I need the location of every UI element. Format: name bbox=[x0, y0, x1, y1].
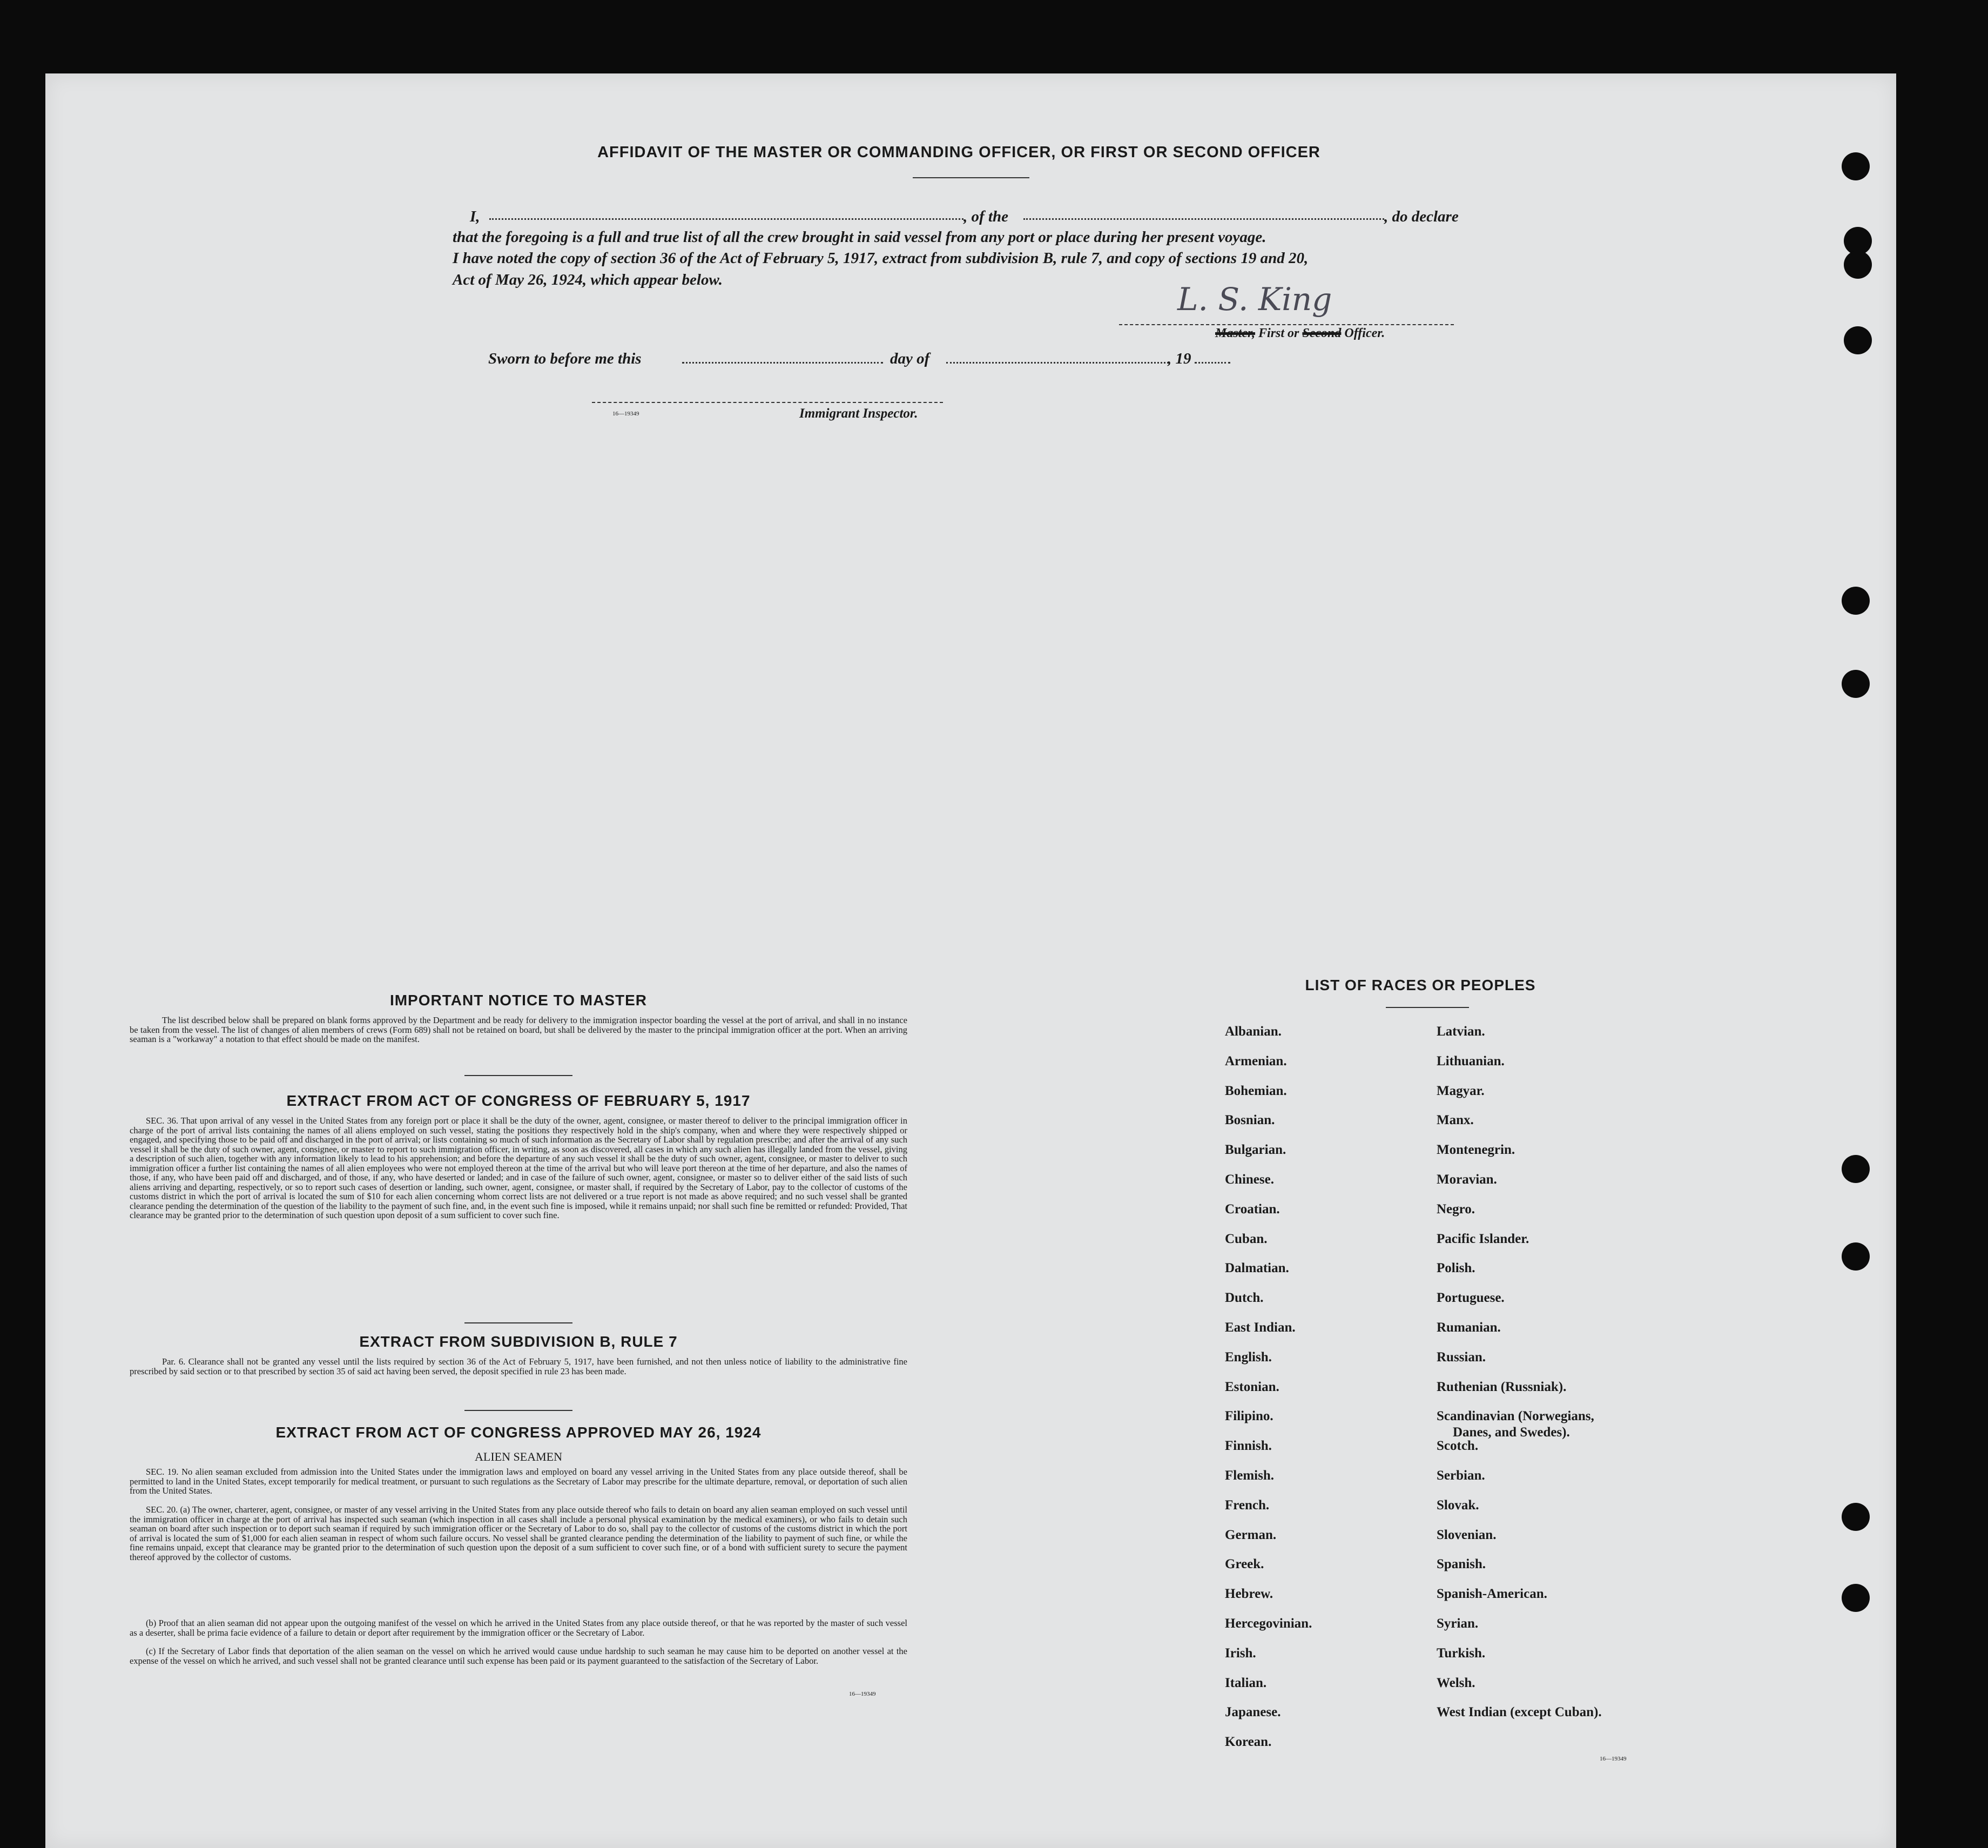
sec20a-text: SEC. 20. (a) The owner, charterer, agent, consignee, or master of any vessel arriving in the United States from any place outside thereof who fails to detain on board any alien seaman employed on such vessel until the immigration officer in charge at the port of arrival has inspected such seaman (which inspection in all cases shall include a personal physical examination by the medical examiners), or who fails to detain such seaman on board after such inspection or to deport such seaman if required by such immigration officer or the Secretary of Labor to do so, shall pay to the collector of customs of the customs district in which the port of arrival is located the sum of $1,000 for each alien seaman in respect of whom such failure occurs. No vessel shall be granted clearance pending the determination of the liability to payment of such fine, or while the fine remains unpaid, except that clearance may be granted prior to the determination of such question upon the deposit of a sum sufficient to cover such fine, or of a bond with sufficient surety to secure the payment thereof approved by the collector of customs. bbox=[130, 1504, 907, 1562]
race-item: West Indian (except Cuban). bbox=[1437, 1705, 1602, 1720]
races-title: LIST OF RACES OR PEOPLES bbox=[1305, 977, 1536, 993]
race-item: Danes, and Swedes). bbox=[1453, 1425, 1570, 1440]
name-field[interactable] bbox=[489, 218, 963, 220]
sec20c-text: (c) If the Secretary of Labor finds that deportation of the alien seaman on the vessel on which he arrived would cause undue hardship to such seaman he may cause him to be deported on another vessel at the expense of the vessel on which he arrived, and such vessel shall not be granted clearance until such expense has been paid or its payment guaranteed to the satisfaction of the Secretary of Labor. bbox=[130, 1646, 907, 1666]
document-page bbox=[45, 73, 1896, 1848]
sec19-text: SEC. 19. No alien seaman excluded from admission into the United States under the immigration laws and employed on board any vessel arriving in the United States from any place outside thereof, shall be permitted to land in the United States, except temporarily for medical treatment, or pursuant to such regulations as the Secretary of Labor may prescribe for the ultimate departure, removal, or deportation of such alien from the United States. bbox=[130, 1467, 907, 1496]
race-item: Chinese. bbox=[1225, 1172, 1274, 1187]
race-item: Latvian. bbox=[1437, 1024, 1485, 1039]
race-item: Russian. bbox=[1437, 1349, 1486, 1365]
title-rule bbox=[913, 177, 1029, 178]
affidavit-line2: that the foregoing is a full and true list of all the crew brought in said vessel from any port or place during her present voyage. bbox=[453, 229, 1266, 246]
race-item: Spanish-American. bbox=[1437, 1587, 1547, 1602]
extract-1917-text: SEC. 36. That upon arrival of any vessel in the United States from any foreign port or place it shall be the duty of the owner, agent, consignee, or master thereof to deliver to the principal immigration officer in charge of the port of arrival lists containing the names of all aliens employed on such vessel, stating the positions they respectively hold in the ship's company, when and where they were respectively shipped or engaged, and specifying those to be paid off and discharged in the port of arrival; or lists containing so much of such information as the Secretary of Labor shall by regulation prescribe; and after the arrival of any such vessel it shall be the duty of such owner, agent, consignee, or master to report to such immigration officer, in writing, as soon as discovered, all cases in which any such alien has illegally landed from the vessel, giving a description of such alien, together with any information likely to lead to his apprehension; and before the departure of any such vessel it shall be the duty of such owner, agent, consignee, or master to deliver to such immigration officer a further list containing the names of all alien employees who were not employed thereon at the time of the arrival but who will leave port thereon at the time of her departure, and also the names of those, if any, who have been paid off and discharged, and of those, if any, who have deserted or landed; and in case of the failure of such owner, agent, consignee, or master so to deliver either of the said lists of such aliens arriving and departing, respectively, or so to report such cases of desertion or landing, such owner, agent, consignee, or master shall, if required by the Secretary of Labor, pay to the collector of customs of the customs district in which the port of arrival is located the sum of $10 for each alien concerning whom correct lists are not delivered or a true report is not made as above required; and no such vessel shall be granted clearance pending the determination of the question of the liability to the payment of such fine, and, in the event such fine is imposed, while it remains unpaid; nor shall such fine be remitted or refunded: Provided, That clearance may be granted prior to the determination of such question upon deposit of a sum sufficient to cover such fine. bbox=[130, 1115, 907, 1220]
race-item: Greek. bbox=[1225, 1557, 1264, 1572]
race-item: Ruthenian (Russniak). bbox=[1437, 1379, 1567, 1394]
day-of-label: day of bbox=[890, 350, 930, 367]
affidavit-form-number: 16—19349 bbox=[612, 411, 639, 417]
race-item: Dutch. bbox=[1225, 1291, 1264, 1306]
race-item: Albanian. bbox=[1225, 1024, 1282, 1039]
race-item: Flemish. bbox=[1225, 1468, 1274, 1483]
race-item: Spanish. bbox=[1437, 1557, 1486, 1572]
officer-title bbox=[1215, 326, 1385, 341]
punch-hole bbox=[1844, 251, 1872, 279]
rule7-title: EXTRACT FROM SUBDIVISION B, RULE 7 bbox=[359, 1333, 678, 1350]
affidavit-of-the: , of the bbox=[963, 208, 1008, 225]
punch-hole bbox=[1842, 587, 1870, 615]
officer-first: First or bbox=[1255, 326, 1303, 340]
race-item: French. bbox=[1225, 1497, 1270, 1513]
race-item: Japanese. bbox=[1225, 1705, 1281, 1720]
extract-1917-title: EXTRACT FROM ACT OF CONGRESS OF FEBRUARY 5, 1917 bbox=[286, 1092, 751, 1109]
race-item: Armenian. bbox=[1225, 1053, 1287, 1069]
race-item: Italian. bbox=[1225, 1675, 1267, 1690]
race-item: Scandinavian (Norwegians, bbox=[1437, 1409, 1594, 1424]
officer-suffix: Officer. bbox=[1341, 326, 1385, 340]
race-item: Hebrew. bbox=[1225, 1587, 1273, 1602]
year-label: , 19 bbox=[1168, 350, 1191, 367]
race-item: Cuban. bbox=[1225, 1231, 1268, 1246]
race-item: German. bbox=[1225, 1527, 1277, 1542]
affidavit-i: I, bbox=[470, 208, 480, 225]
races-rule bbox=[1386, 1007, 1469, 1008]
race-item: English. bbox=[1225, 1349, 1272, 1365]
race-item: Slovak. bbox=[1437, 1497, 1479, 1513]
race-item: Estonian. bbox=[1225, 1379, 1279, 1394]
race-item: Dalmatian. bbox=[1225, 1261, 1289, 1276]
race-item: Scotch. bbox=[1437, 1439, 1479, 1454]
race-item: Polish. bbox=[1437, 1261, 1475, 1276]
race-item: Irish. bbox=[1225, 1645, 1256, 1661]
sec20b-text: (b) Proof that an alien seaman did not appear upon the outgoing manifest of the vessel on which he arrived in the United States from any place outside thereof, or that he was reported by the master of such vessel as a deserter, shall be prima facie evidence of a failure to detain or deport after requirement by the immigration officer or the Secretary of Labor. bbox=[130, 1618, 907, 1638]
race-item: Slovenian. bbox=[1437, 1527, 1497, 1542]
race-item: Manx. bbox=[1437, 1113, 1474, 1128]
race-item: Welsh. bbox=[1437, 1675, 1475, 1690]
inspector-label: Immigrant Inspector. bbox=[799, 406, 918, 421]
affidavit-declare: , do declare bbox=[1384, 208, 1459, 225]
inspector-signature-line[interactable] bbox=[592, 402, 943, 403]
sworn-month-field[interactable] bbox=[946, 362, 1169, 364]
affidavit-title: AFFIDAVIT OF THE MASTER OR COMMANDING OFFICER, OR FIRST OR SECOND OFFICER bbox=[597, 144, 1320, 161]
race-item: Syrian. bbox=[1437, 1616, 1479, 1631]
race-item: Lithuanian. bbox=[1437, 1053, 1505, 1069]
sworn-label: Sworn to before me this bbox=[488, 350, 642, 367]
race-item: Turkish. bbox=[1437, 1645, 1486, 1661]
extract-form-number: 16—19349 bbox=[849, 1691, 876, 1697]
extract-1924-title: EXTRACT FROM ACT OF CONGRESS APPROVED MAY 26, 1924 bbox=[275, 1424, 761, 1441]
section-rule bbox=[464, 1322, 572, 1323]
extract-1924-subtitle: ALIEN SEAMEN bbox=[475, 1450, 562, 1463]
race-item: Bulgarian. bbox=[1225, 1143, 1286, 1158]
sworn-day-field[interactable] bbox=[682, 362, 883, 364]
punch-hole bbox=[1842, 1584, 1870, 1612]
notice-text: The list described below shall be prepared on blank forms approved by the Department and be ready for delivery to the immigration inspector boarding the vessel at the port of arrival, and shall in no instance be taken from the vessel. The list of changes of alien members of crews (Form 689) shall not be retained on board, but shall be delivered by the master to the principal immigration officer at the port. When an arriving seaman is a "workaway" a notation to that effect should be made on the manifest. bbox=[130, 1015, 907, 1044]
affidavit-line3: I have noted the copy of section 36 of the Act of February 5, 1917, extract from subdivision B, rule 7, and copy of sections 19 and 20, bbox=[453, 250, 1309, 267]
race-item: Serbian. bbox=[1437, 1468, 1485, 1483]
affidavit-line4: Act of May 26, 1924, which appear below. bbox=[453, 271, 723, 288]
race-item: Montenegrin. bbox=[1437, 1143, 1515, 1158]
vessel-field[interactable] bbox=[1023, 218, 1384, 220]
race-item: Rumanian. bbox=[1437, 1320, 1501, 1335]
race-item: Korean. bbox=[1225, 1735, 1272, 1750]
officer-master: Master, bbox=[1215, 326, 1256, 340]
notice-title: IMPORTANT NOTICE TO MASTER bbox=[389, 992, 648, 1009]
punch-hole bbox=[1842, 1155, 1870, 1183]
section-rule bbox=[464, 1075, 572, 1076]
race-item: Portuguese. bbox=[1437, 1291, 1505, 1306]
race-item: Moravian. bbox=[1437, 1172, 1497, 1187]
punch-hole bbox=[1842, 1242, 1870, 1271]
races-form-number: 16—19349 bbox=[1600, 1756, 1627, 1762]
race-item: Finnish. bbox=[1225, 1439, 1272, 1454]
race-item: Hercegovinian. bbox=[1225, 1616, 1312, 1631]
race-item: Bohemian. bbox=[1225, 1083, 1287, 1098]
race-item: Magyar. bbox=[1437, 1083, 1485, 1098]
officer-second: Second bbox=[1302, 326, 1342, 340]
race-item: Filipino. bbox=[1225, 1409, 1273, 1424]
signature-line bbox=[1119, 324, 1454, 325]
rule7-text: Par. 6. Clearance shall not be granted any vessel until the lists required by section 36 of the Act of February 5, 1917, have been furnished, and not then unless notice of liability to the administrative fine prescribed by said section or to that prescribed by section 35 of said act having been served, the deposit specified in rule 23 has been made. bbox=[130, 1356, 907, 1376]
punch-hole bbox=[1842, 670, 1870, 698]
race-item: Pacific Islander. bbox=[1437, 1231, 1529, 1246]
race-item: East Indian. bbox=[1225, 1320, 1296, 1335]
sworn-year-field[interactable] bbox=[1195, 362, 1230, 364]
punch-hole bbox=[1844, 326, 1872, 354]
race-item: Bosnian. bbox=[1225, 1113, 1275, 1128]
race-item: Croatian. bbox=[1225, 1201, 1280, 1217]
section-rule bbox=[464, 1410, 572, 1411]
punch-hole bbox=[1842, 1503, 1870, 1531]
officer-signature: L. S. King bbox=[1177, 281, 1332, 318]
race-item: Negro. bbox=[1437, 1201, 1475, 1217]
